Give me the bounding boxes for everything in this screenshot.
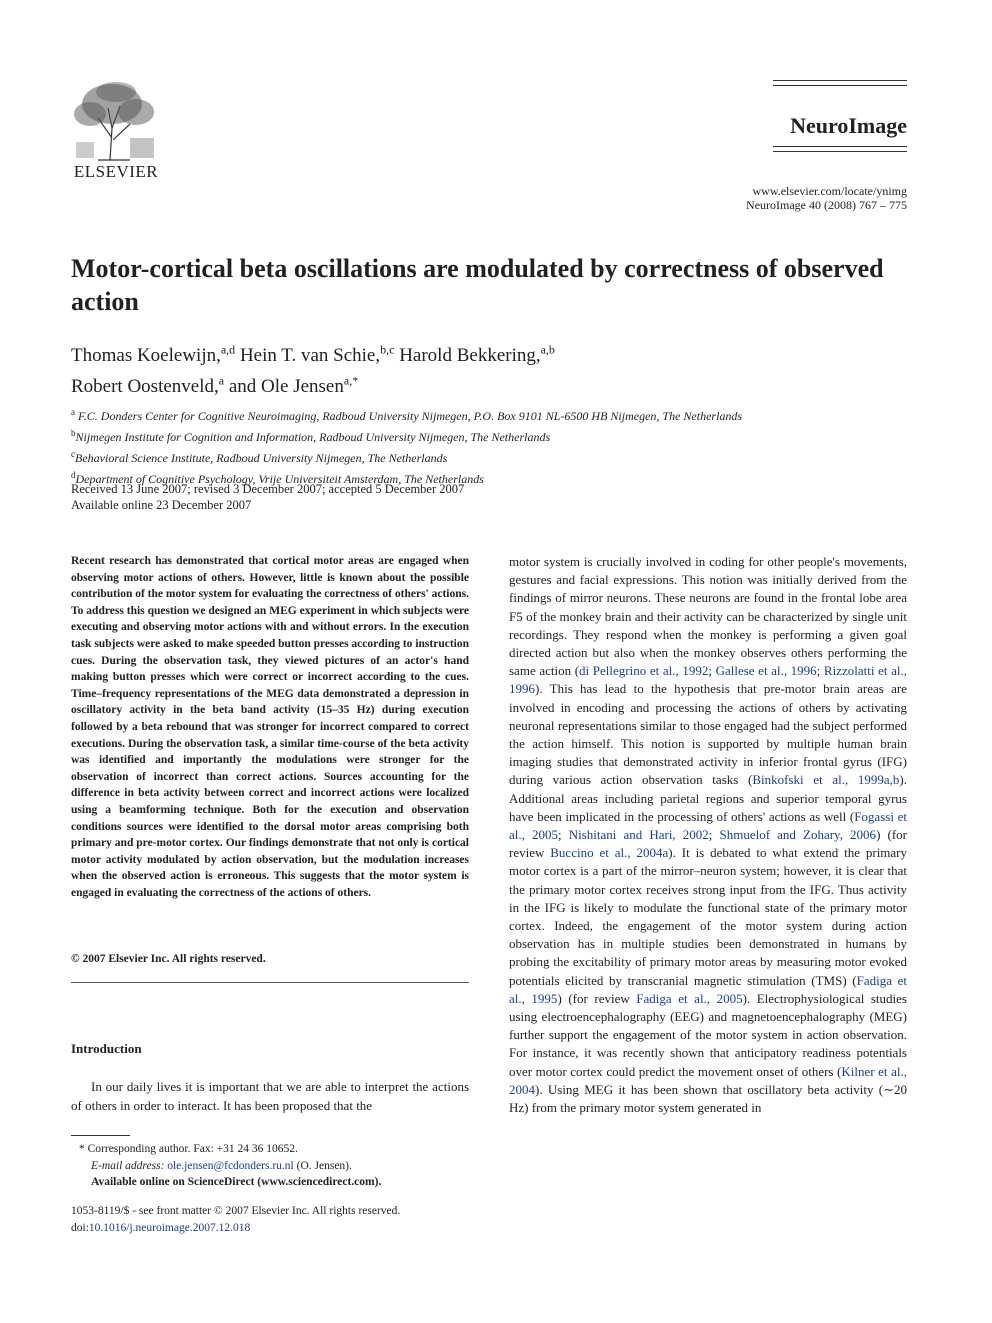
body-text: motor system is crucially involved in coding for other people's movements, gestures and facial expressions. This notion was initially derived from the findings of mirror neurons. These neurons are found in the frontal lobe area F5 of the monkey brain and their activity can be characterized by single unit recordings. They respond when the monkey is performing a given goal directed action but also when the monkey observes others performing the same action ( (509, 554, 907, 679)
email-link[interactable]: ole.jensen@fcdonders.ru.nl (167, 1159, 294, 1172)
doi-link[interactable]: 10.1016/j.neuroimage.2007.12.018 (88, 1222, 251, 1234)
body-text: ). Electrophysiological studies using electroencephalography (EEG) and magnetoencephalography (MEG) further support the engagement of the motor system in action observation. For instance, it was recently shown that anticipatory readiness potentials over motor cortex could predict the movement onset of others ( (509, 990, 907, 1079)
citation-link[interactable]: Rizzolatti et al., 1996 (509, 663, 907, 697)
corresponding-author: * Corresponding author. Fax: +31 24 36 10652. (79, 1143, 298, 1155)
author: Thomas Koelewijn,$^{a,d}$ (71, 343, 236, 367)
footnotes (71, 1141, 469, 1191)
body-text: ). Additional areas including parietal regions and superior temporal gyrus have been implicated in the processing of others' actions as well ( (509, 772, 907, 824)
affiliation: $^b$Nijmegen Institute for Cognition and Information, Radboud University Nijmegen, The Netherlands (71, 428, 551, 444)
journal-top-rule-2 (773, 85, 907, 86)
abstract-divider (71, 982, 469, 983)
citation-link[interactable]: di Pellegrino et al., 1992 (579, 663, 709, 679)
body-text: ). This has lead to the hypothesis that pre-motor brain areas are involved in encoding and processing the actions of others by activating neuronal representations similar to those engaged had the subject performed the action himself. This notion is supported by multiple human brain imaging studies that demonstrated activity in inferior frontal gyrus (IFG) during various action observation tasks ( (509, 681, 907, 788)
journal-top-rule (773, 80, 907, 81)
author: Harold Bekkering,$^{a,b}$ (399, 343, 555, 367)
citation-link[interactable]: Nishitani and Hari, 2002 (568, 827, 709, 843)
citation-link[interactable]: Fadiga et al., 1995 (509, 972, 907, 1006)
journal-citation: NeuroImage 40 (2008) 767 – 775 (746, 198, 907, 212)
citation-link[interactable]: Binkofski et al., 1999a,b (752, 772, 900, 788)
affiliation-list (71, 404, 931, 488)
citation-link[interactable]: Kilner et al., 2004 (509, 1063, 907, 1097)
journal-url[interactable]: www.elsevier.com/locate/ynimg (752, 184, 907, 198)
citation-link[interactable]: Fogassi et al., 2005 (509, 808, 907, 843)
citation-link[interactable]: Buccino et al., 2004a (550, 845, 669, 861)
email-line: E-mail address: ole.jensen@fcdonders.ru.nl (O. Jensen). (91, 1159, 352, 1172)
article-dates (71, 481, 671, 513)
copyright-notice: © 2007 Elsevier Inc. All rights reserved. (71, 953, 266, 965)
citation-link[interactable]: Fadiga et al., 2005 (636, 990, 743, 1006)
citation-link[interactable]: Shmuelof and Zohary, 2006 (719, 827, 877, 843)
doi-line: doi:10.1016/j.neuroimage.2007.12.018 (71, 1222, 251, 1234)
body-text: ; (816, 663, 824, 679)
received-dates: Received 13 June 2007; revised 3 December 2007; accepted 5 December 2007 (71, 482, 465, 496)
body-text: ) (for review (509, 827, 907, 861)
section-heading: Introduction (71, 1041, 142, 1056)
journal-bottom-rule (773, 146, 907, 147)
body-text: ; (708, 827, 720, 843)
body-text: ; (557, 827, 569, 843)
author: Robert Oostenveld,$^a$ (71, 373, 225, 397)
article-title: Motor-cortical beta oscillations are modulated by correctness of observed action (71, 254, 884, 316)
citation-link[interactable]: Gallese et al., 1996 (715, 663, 817, 679)
body-text: ) (for review (557, 990, 637, 1006)
sciencedirect-note: Available online on ScienceDirect (www.sciencedirect.com). (91, 1176, 382, 1188)
publisher-name: ELSEVIER (73, 162, 159, 181)
abstract: Recent research has demonstrated that cortical motor areas are engaged when observing motor actions of others. However, little is known about the possible contribution of the motor system for evaluating the correctness of others' actions. To address this question we designed an MEG experiment in which subjects were executing and observing motor actions with and without errors. In the execution task subjects were asked to make speeded button presses according to instruction cues. During the observation task, they viewed pictures of an actor's hand making button presses which were correct or incorrect according to the cues. Time–frequency representations of the MEG data demonstrated a depression in oscillatory activity in the beta band activity (15–35 Hz) during execution followed by a beta rebound that was stronger for incorrect compared to correct executions. During the observation task, a similar time-course of the beta activity was identified and importantly the modulations were stronger for the observation of incorrect than correct actions. Sources accounting for the difference in beta activity between correct and incorrect actions were localized using a beamforming technique. Both for the execution and observation conditions sources were identified to the dorsal motor areas comprising both primary and pre-motor cortex. Our findings demonstrate that not only is cortical motor activity modulated by action observation, but the modulation increases when the observed action is erroneous. This suggests that the motor system is engaged in evaluating the correctness of the actions of others. (71, 555, 469, 899)
right-column-text (509, 553, 907, 1117)
author-list (71, 338, 911, 399)
journal-name: NeuroImage (790, 113, 907, 138)
affiliation: $^d$Department of Cognitive Psychology, Vrije Universiteit Amsterdam, The Netherlands (71, 470, 484, 486)
body-text: ). It is debated to what extend the primary motor cortex is a part of the mirror–neuron system; however, it is clear that the primary motor cortex receives strong input from the IFG. Thus activity in the IFG is likely to modulate the functional state of the primary motor cortex. Indeed, the engagement of the motor system during action observation has in multiple studies been demonstrated in humans by probing the excitability of primary motor areas by measuring motor evoked potentials elicited by transcranial magnetic stimulation (TMS) ( (509, 845, 908, 988)
affiliation: $^a$ F.C. Donders Center for Cognitive Neuroimaging, Radboud University Nijmegen, P.O. Box 9101 NL-6500 HB Nijmegen, The Netherlands (71, 407, 743, 423)
body-text: ; (708, 663, 716, 679)
footnote-divider (71, 1135, 130, 1136)
page-footer (71, 1203, 491, 1237)
online-date: Available online 23 December 2007 (71, 498, 252, 512)
author: Hein T. van Schie,$^{b,c}$ (239, 343, 395, 367)
journal-bottom-rule-2 (773, 151, 907, 152)
intro-paragraph: In our daily lives it is important that we are able to interpret the actions of others in order to interact. It has been proposed that the (71, 1079, 469, 1113)
issn-line: 1053-8119/$ - see front matter © 2007 Elsevier Inc. All rights reserved. (71, 1205, 401, 1217)
affiliation: $^c$Behavioral Science Institute, Radboud University Nijmegen, The Netherlands (71, 449, 448, 465)
author: and Ole Jensen$^{a,*}$ (228, 373, 359, 397)
body-text: ). Using MEG it has been shown that oscillatory beta activity (∼20 Hz) from the primary motor system generated in (509, 1081, 907, 1116)
